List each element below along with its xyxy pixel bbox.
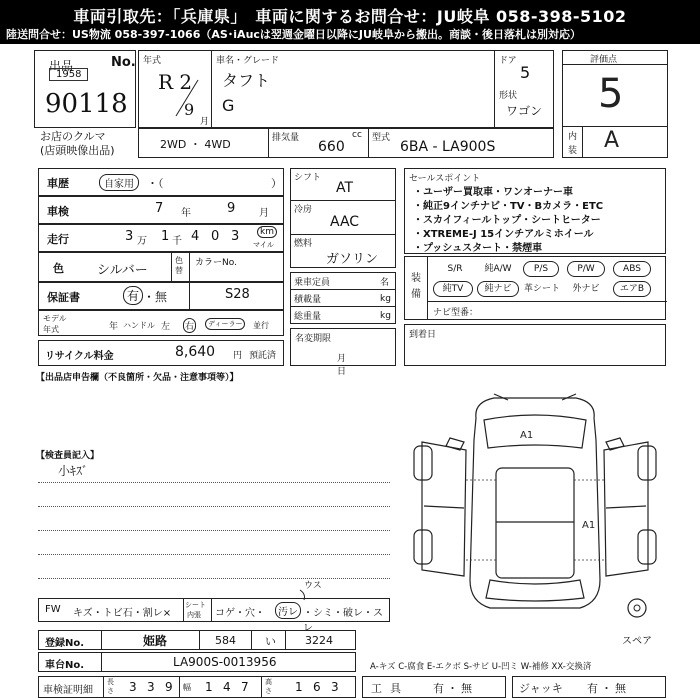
shop-label	[40, 130, 115, 158]
mileage-row	[38, 224, 284, 252]
load-label: 積載量	[294, 295, 322, 305]
equipment-navi: 純ナビ	[477, 281, 519, 297]
equipment-alloy-wheel: 純A/W	[484, 264, 512, 274]
equipment-power-steering: P/S	[523, 261, 559, 277]
recycle-unit: 円	[233, 351, 243, 361]
tools-label: 工具	[371, 682, 409, 695]
ac-value: AAC	[330, 214, 360, 230]
header-bar	[0, 0, 700, 44]
inspector-lines	[38, 458, 390, 594]
lot-number: 90118	[45, 89, 128, 119]
car-mark-front: A1	[520, 430, 534, 441]
lot-stamp: 1958	[49, 68, 88, 81]
color-value: シルバー	[97, 263, 148, 278]
registration-label: 登録No.	[45, 638, 85, 649]
warranty-yes: 有	[123, 286, 143, 305]
car-name: タフト	[222, 71, 271, 90]
warranty-label: 保証書	[47, 291, 80, 304]
sales-point: ・スカイフィールトップ・シートヒーター	[413, 215, 601, 226]
chassis-row	[38, 652, 356, 672]
chassis-label: 車台No.	[45, 660, 85, 671]
shape-label: 形状	[499, 91, 518, 101]
inspection-year-unit: 年	[181, 208, 191, 219]
registration-row	[38, 630, 356, 650]
color-label: 色	[53, 262, 64, 275]
regchange-box	[290, 328, 396, 377]
equipment-abs: ABS	[613, 261, 651, 277]
handle-row	[38, 310, 284, 336]
certificate-length-1: 3	[129, 680, 137, 694]
car-name-label: 車名・グレード	[216, 56, 280, 66]
fw-label: FW	[45, 604, 61, 615]
ac-label: 冷房	[294, 205, 313, 215]
shape-value: ワゴン	[506, 104, 543, 118]
equipment-airbag: エアB	[613, 281, 651, 297]
door-label: ドア	[499, 56, 517, 66]
regchange-label: 名変期限	[295, 334, 332, 344]
mileage-man-unit: 万	[137, 236, 147, 247]
seat-label-2: 内張	[187, 611, 201, 619]
history-close: ）	[271, 177, 282, 190]
car-grade: G	[222, 96, 235, 115]
seat-label-1: シート	[185, 601, 206, 609]
jack-value: 有・無	[587, 682, 629, 695]
capacity-unit: 名	[380, 278, 390, 288]
fuel-value: ガソリン	[326, 252, 379, 267]
certificate-width-3: 7	[241, 680, 249, 694]
sales-box	[404, 168, 666, 254]
mileage-sen-unit: 千	[172, 236, 182, 247]
certificate-height-2: 6	[313, 680, 321, 694]
equipment-box	[404, 256, 666, 320]
color-code-label: カラーNo.	[195, 258, 237, 268]
car-mark-side: A1	[582, 520, 596, 531]
handle-label: ハンドル	[123, 321, 155, 330]
equipment-external-navi: 外ナビ	[572, 284, 600, 294]
mileage-digit-3: 3	[231, 229, 240, 244]
certificate-row	[38, 676, 356, 698]
recycle-row	[38, 340, 284, 366]
score-label: 評価点	[590, 55, 618, 65]
year-month: 9	[184, 100, 195, 119]
sales-point: ・プッシュスタート・禁煙車	[413, 243, 543, 254]
certificate-length-label: 長さ	[107, 678, 114, 695]
drive-options: 2WD ・ 4WD	[160, 138, 231, 151]
seat-options-b: ・シミ・破レ・スレ	[303, 608, 383, 634]
interior-label-1: 内	[568, 132, 578, 142]
chassis-value: LA900S-0013956	[173, 655, 277, 669]
certificate-height-label: 高さ	[265, 678, 272, 695]
displacement-unit: cc	[352, 130, 362, 140]
mileage-man: 3	[125, 229, 134, 244]
jack-label: ジャッキ	[519, 682, 563, 695]
seat-note: ウス	[304, 581, 322, 591]
model-year-unit: 年	[109, 322, 119, 332]
gross-label: 総重量	[294, 312, 322, 322]
mileage-digit-1: 4	[191, 229, 200, 244]
seat-options-a: コゲ・穴・	[215, 608, 265, 619]
door-value: 5	[520, 63, 531, 82]
shop-line-2: (店頭映像出品)	[40, 144, 115, 157]
sales-label: セールスポイント	[409, 174, 481, 184]
lot-shuppin-label: 出品	[49, 59, 74, 73]
arrival-label: 到着日	[409, 330, 437, 340]
interior-label-2: 装	[568, 146, 578, 156]
sales-point: ・XTREME-J 15インチアルミホイール	[413, 229, 594, 240]
registration-class: 584	[215, 634, 236, 647]
navi-model-label: ナビ型番：	[433, 308, 479, 318]
load-unit: kg	[380, 294, 391, 304]
score-value: 5	[598, 71, 624, 117]
equipment-power-window: P/W	[567, 261, 605, 277]
registration-area: 姫路	[143, 634, 168, 648]
certificate-width-label: 幅	[183, 683, 191, 692]
header-line-1: 車両引取先：「兵庫県」 車両に関するお問合せ：JU岐阜 058-398-5102	[73, 7, 627, 26]
capacity-label: 乗車定員	[294, 278, 331, 288]
shop-line-1: お店のクルマ	[40, 130, 106, 143]
warranty-no: ・無	[143, 290, 168, 304]
inspection-year: 7	[155, 201, 164, 216]
damage-row	[38, 598, 390, 634]
model-year-label-1: モデル	[43, 314, 67, 323]
recycle-label: リサイクル料金	[45, 351, 114, 362]
lot-box	[34, 50, 136, 128]
mileage-unit-mile: マイル	[253, 241, 274, 249]
fw-options: キズ・トビ石・割レ×	[73, 608, 172, 619]
color-change-label: 色替	[175, 256, 183, 275]
equipment-sunroof: S/R	[447, 264, 463, 274]
jack-box	[512, 676, 666, 698]
registration-number: 3224	[305, 634, 333, 647]
certificate-width-1: 1	[205, 680, 213, 694]
lot-no-label: No.	[111, 55, 136, 70]
warranty-row	[38, 282, 284, 310]
gross-unit: kg	[380, 311, 391, 321]
inspection-month-unit: 月	[259, 208, 269, 219]
sales-point: ・ユーザー買取車・ワンオーナー車	[413, 187, 573, 198]
history-label: 車歴	[47, 177, 69, 190]
history-row	[38, 168, 284, 196]
import-label: 並行	[253, 321, 269, 330]
displacement-label: 排気量	[272, 133, 300, 143]
shift-value: AT	[336, 180, 354, 196]
damage-legend: A-キズ C-腐食 E-エクボ S-サビ U-凹ミ W-補修 XX-交換済	[370, 662, 592, 672]
recycle-value: 8,640	[175, 344, 216, 360]
certificate-height-3: 3	[331, 680, 339, 694]
equipment-label-1: 装	[411, 273, 421, 284]
year-month-unit: 月	[200, 117, 210, 127]
inspection-label: 車検	[47, 205, 69, 218]
certificate-height-1: 1	[295, 680, 303, 694]
seat-dirty: 汚レ	[275, 602, 301, 619]
equipment-leather-seat: 革シート	[523, 284, 560, 294]
sales-point: ・純正9インチナビ・TV・Bカメラ・ETC	[413, 201, 604, 212]
handle-right: 右	[183, 318, 196, 333]
spare-label: スペア	[622, 636, 652, 647]
header-line-2: 陸送問合せ：US物流 058-397-1066（AS･iAucは翌週金曜日以降にJU岐阜から搬出。商談・後日落札は別対応）	[6, 28, 581, 41]
equipment-label-2: 備	[411, 289, 421, 300]
inspection-row	[38, 196, 284, 224]
model-year-label-2: 年式	[43, 325, 59, 334]
model-label: 型式	[372, 133, 391, 143]
arrival-box	[404, 324, 666, 366]
shift-label: シフト	[294, 173, 322, 183]
certificate-label: 車検証明細	[43, 685, 93, 696]
dealer-label: ディーラー	[205, 318, 245, 330]
inspector-note: 小ｷｽﾞ	[58, 464, 89, 478]
fuel-label: 燃料	[294, 239, 313, 249]
certificate-width-2: 4	[223, 680, 231, 694]
history-value: 自家用	[99, 174, 139, 191]
tools-value: 有・無	[433, 682, 475, 695]
mileage-label: 走行	[47, 233, 69, 246]
interior-value: A	[604, 128, 620, 153]
defects-label: 【出品店申告欄（不良箇所・欠品・注意事項等）】	[36, 373, 239, 383]
certificate-length-2: 3	[147, 680, 155, 694]
history-rest: ・（	[147, 177, 164, 190]
inspector-label: 【検査員記入】	[36, 451, 100, 461]
inspection-month: 9	[227, 201, 236, 216]
recycle-note: 預託済	[249, 351, 277, 361]
mileage-sen: 1	[161, 229, 170, 244]
year-era: R 2	[158, 70, 193, 94]
regchange-unit: 月日	[337, 354, 371, 377]
handle-left: 左	[161, 322, 171, 332]
color-row	[38, 252, 284, 282]
model-value: 6BA - LA900S	[400, 139, 496, 155]
registration-kana: い	[265, 635, 276, 648]
displacement-value: 660	[318, 139, 345, 155]
certificate-length-3: 9	[165, 680, 173, 694]
color-code: S28	[225, 287, 250, 302]
year-label: 年式	[143, 56, 162, 66]
mileage-unit-km: km	[257, 226, 277, 238]
mileage-digit-2: 0	[211, 229, 220, 244]
car-damage-diagram	[404, 380, 666, 630]
tools-box	[362, 676, 506, 698]
equipment-tv: 純TV	[433, 281, 473, 297]
